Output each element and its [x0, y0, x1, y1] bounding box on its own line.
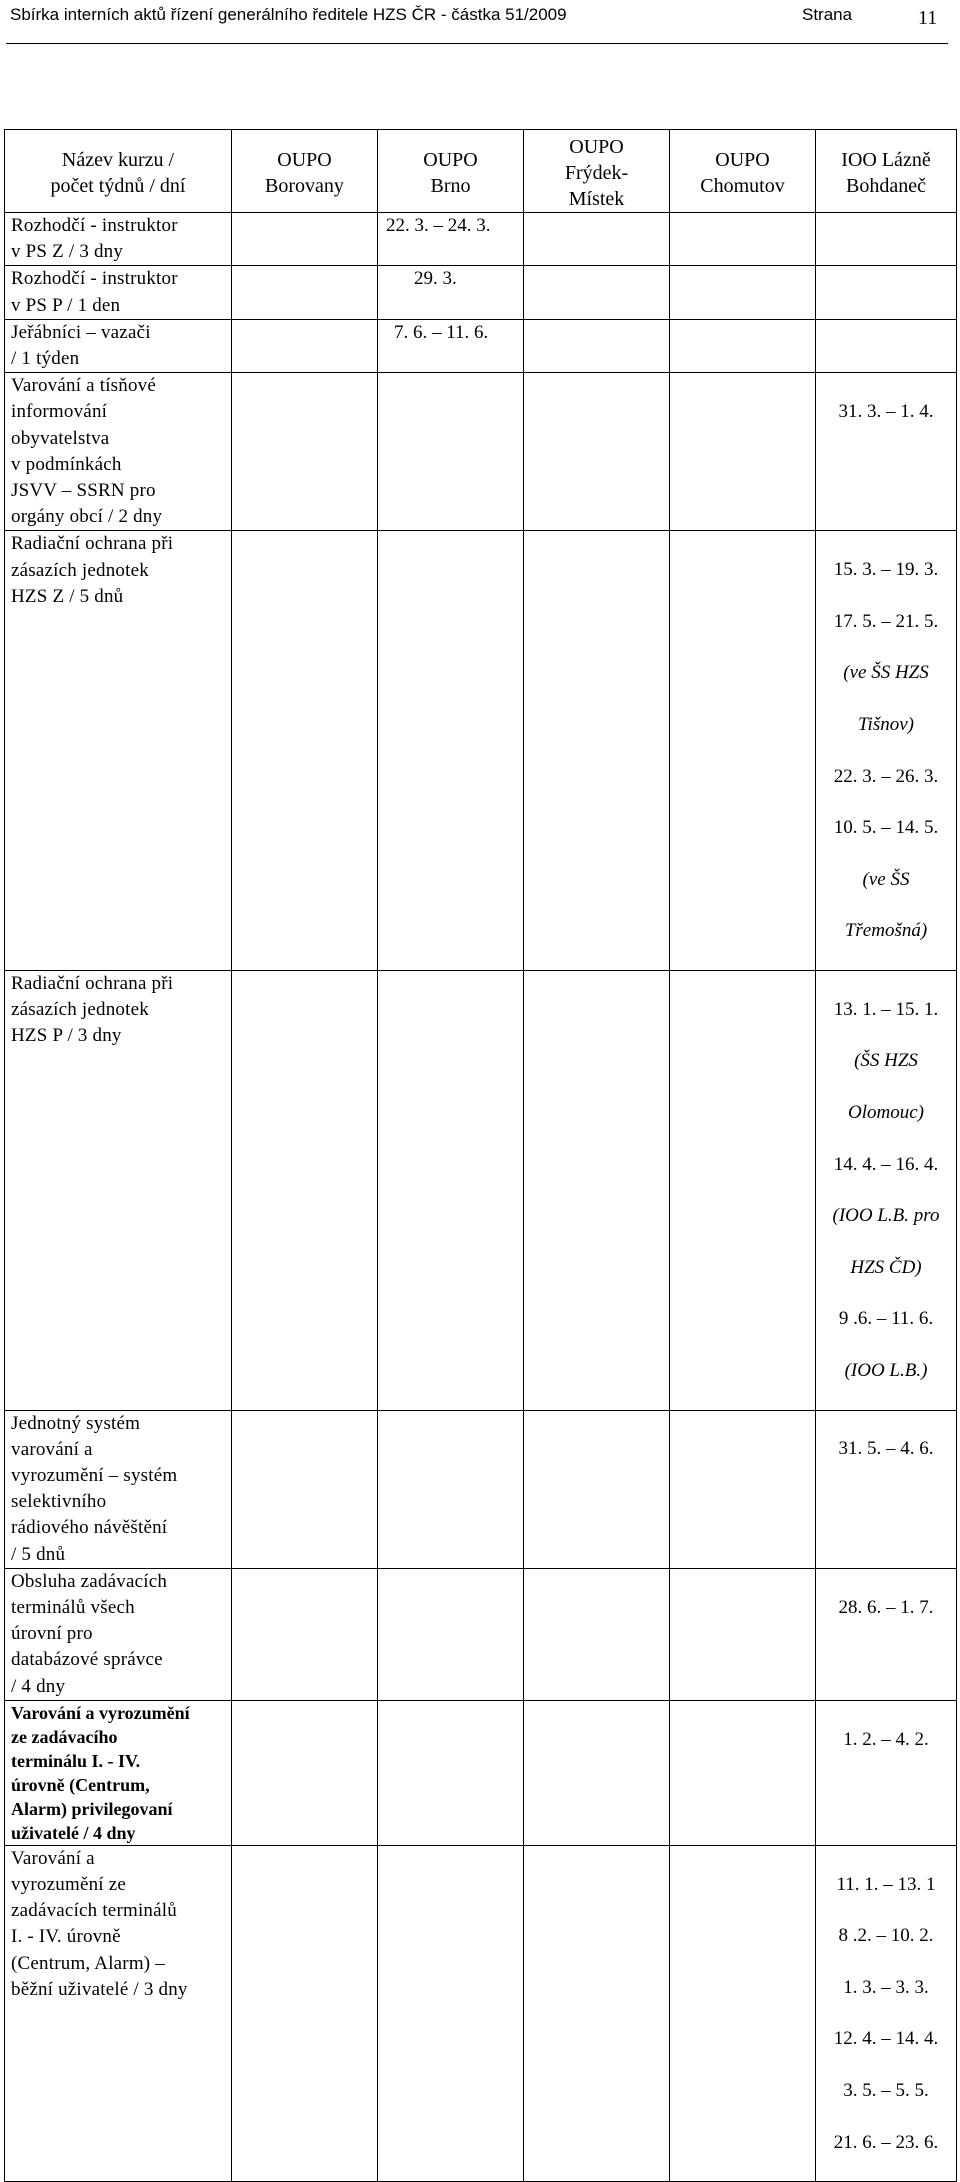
date-borovany	[232, 213, 378, 266]
date-lazne-bohdanec	[816, 266, 957, 319]
date-chomutov	[670, 531, 816, 971]
date-line: 28. 6. – 1. 7.	[838, 1596, 934, 1618]
date-chomutov	[670, 1845, 816, 2181]
date-line: 13. 1. – 15. 1.	[833, 998, 939, 1020]
date-lazne-bohdanec	[816, 1845, 957, 2181]
header-rule	[6, 43, 948, 44]
table-row	[5, 373, 957, 531]
course-name: Varování a vyrozumění ze zadávacího terminálu I. - IV. úrovně (Centrum, Alarm) privilegovaní uživatelé / 4 dny	[5, 1700, 232, 1845]
venue-note: (ŠS HZS	[854, 1050, 918, 1072]
date-line: 17. 5. – 21. 5.	[833, 610, 939, 632]
table-row	[5, 1410, 957, 1568]
page-number: 11	[918, 7, 938, 29]
column-header-brno: OUPO Brno	[378, 130, 524, 213]
date-frydek-mistek	[524, 373, 670, 531]
date-borovany	[232, 1568, 378, 1700]
table-row	[5, 1568, 957, 1700]
date-borovany	[232, 373, 378, 531]
date-borovany	[232, 1845, 378, 2181]
column-header-course: Název kurzu / počet týdnů / dní	[5, 130, 232, 213]
column-header-frydek-mistek: OUPO Frýdek- Místek	[524, 130, 670, 213]
date-line: 21. 6. – 23. 6.	[833, 2131, 939, 2153]
date-frydek-mistek	[524, 970, 670, 1410]
date-lazne-bohdanec	[816, 970, 957, 1410]
date-lazne-bohdanec	[816, 213, 957, 266]
date-line: 10. 5. – 14. 5.	[833, 817, 939, 839]
date-frydek-mistek	[524, 1700, 670, 1845]
column-header-lazne-bohdanec: IOO Lázně Bohdaneč	[816, 130, 957, 213]
venue-note: HZS ČD)	[850, 1256, 922, 1278]
course-name: Jeřábníci – vazači / 1 týden	[5, 319, 232, 372]
date-frydek-mistek	[524, 319, 670, 372]
table-row	[5, 266, 957, 319]
date-frydek-mistek	[524, 266, 670, 319]
venue-note: Olomouc)	[848, 1101, 924, 1123]
date-brno	[378, 1410, 524, 1568]
date-brno	[378, 1845, 524, 2181]
date-borovany	[232, 1700, 378, 1845]
date-borovany	[232, 1410, 378, 1568]
date-line: 1. 2. – 4. 2.	[843, 1728, 929, 1750]
date-line: 31. 5. – 4. 6.	[838, 1438, 934, 1460]
date-line: 31. 3. – 1. 4.	[838, 401, 934, 423]
venue-note: (ve ŠS HZS	[843, 662, 929, 684]
date-chomutov	[670, 1568, 816, 1700]
date-frydek-mistek	[524, 1410, 670, 1568]
date-chomutov	[670, 1700, 816, 1845]
table-row	[5, 970, 957, 1410]
course-name: Jednotný systém varování a vyrozumění – systém selektivního rádiového návěštění / 5 dnů	[5, 1410, 232, 1568]
venue-note: Tišnov)	[858, 714, 914, 736]
document-title: Sbírka interních aktů řízení generálního ředitele HZS ČR - částka 51/2009	[10, 5, 567, 24]
date-lazne-bohdanec	[816, 373, 957, 531]
date-brno: 22. 3. – 24. 3.	[378, 213, 524, 266]
date-brno	[378, 531, 524, 971]
date-chomutov	[670, 266, 816, 319]
date-line: 11. 1. – 13. 1	[836, 1873, 936, 1895]
date-lazne-bohdanec	[816, 531, 957, 971]
column-header-chomutov: OUPO Chomutov	[670, 130, 816, 213]
page-label: Strana	[802, 5, 853, 24]
venue-note: (ve ŠS	[862, 868, 910, 890]
date-brno	[378, 1700, 524, 1845]
course-name: Rozhodčí - instruktor v PS Z / 3 dny	[5, 213, 232, 266]
date-line: 3. 5. – 5. 5.	[843, 2079, 929, 2101]
table-row	[5, 1845, 957, 2181]
date-line: 14. 4. – 16. 4.	[833, 1153, 939, 1175]
date-lazne-bohdanec	[816, 1568, 957, 1700]
date-brno	[378, 1568, 524, 1700]
date-chomutov	[670, 319, 816, 372]
date-brno	[378, 970, 524, 1410]
course-name: Rozhodčí - instruktor v PS P / 1 den	[5, 266, 232, 319]
table-row	[5, 1700, 957, 1845]
table-row	[5, 213, 957, 266]
page-header	[0, 0, 960, 46]
date-lazne-bohdanec	[816, 319, 957, 372]
date-borovany	[232, 319, 378, 372]
course-name: Radiační ochrana při zásazích jednotek HZS Z / 5 dnů	[5, 531, 232, 971]
date-lazne-bohdanec	[816, 1410, 957, 1568]
date-chomutov	[670, 213, 816, 266]
course-schedule-table	[4, 129, 957, 2182]
date-chomutov	[670, 970, 816, 1410]
table-header-row	[5, 130, 957, 213]
date-frydek-mistek	[524, 1568, 670, 1700]
venue-note: (IOO L.B. pro	[832, 1205, 940, 1227]
date-line: 15. 3. – 19. 3.	[833, 559, 939, 581]
date-line: 9 .6. – 11. 6.	[838, 1308, 934, 1330]
date-lazne-bohdanec	[816, 1700, 957, 1845]
table-row	[5, 319, 957, 372]
date-borovany	[232, 531, 378, 971]
date-frydek-mistek	[524, 531, 670, 971]
date-chomutov	[670, 373, 816, 531]
course-name: Varování a vyrozumění ze zadávacích terminálů I. - IV. úrovně (Centrum, Alarm) – běžní uživatelé / 3 dny	[5, 1845, 232, 2181]
date-frydek-mistek	[524, 1845, 670, 2181]
date-brno	[378, 373, 524, 531]
date-brno: 7. 6. – 11. 6.	[378, 319, 524, 372]
date-line: 1. 3. – 3. 3.	[843, 1976, 929, 1998]
column-header-borovany: OUPO Borovany	[232, 130, 378, 213]
venue-note: Třemošná)	[844, 920, 928, 942]
course-name: Radiační ochrana při zásazích jednotek HZS P / 3 dny	[5, 970, 232, 1410]
date-borovany	[232, 970, 378, 1410]
date-brno: 29. 3.	[378, 266, 524, 319]
date-chomutov	[670, 1410, 816, 1568]
date-line: 12. 4. – 14. 4.	[833, 2028, 939, 2050]
table-row	[5, 531, 957, 971]
date-frydek-mistek	[524, 213, 670, 266]
venue-note: (IOO L.B.)	[844, 1359, 928, 1381]
date-line: 22. 3. – 26. 3.	[833, 765, 939, 787]
course-name: Obsluha zadávacích terminálů všech úrovní pro databázové správce / 4 dny	[5, 1568, 232, 1700]
date-line: 8 .2. – 10. 2.	[838, 1925, 934, 1947]
course-name: Varování a tísňové informování obyvatelstva v podmínkách JSVV – SSRN pro orgány obcí / 2 dny	[5, 373, 232, 531]
date-borovany	[232, 266, 378, 319]
